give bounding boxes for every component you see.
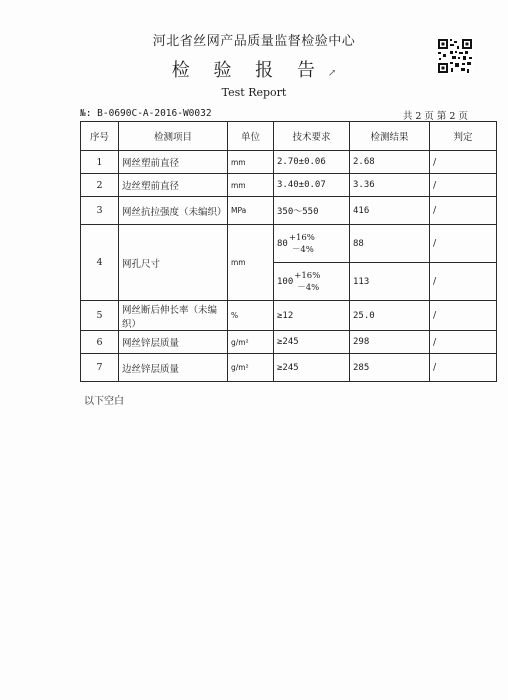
row-no: 4 <box>81 225 119 301</box>
row-requirement: 3.40±0.07 <box>274 174 350 197</box>
row-no: 7 <box>81 354 119 382</box>
row-requirement: ≥245 <box>274 354 350 382</box>
row-judgement: / <box>430 174 497 197</box>
tolerance-plus: +16% <box>288 232 315 243</box>
row-result: 88 <box>350 225 430 263</box>
report-subtitle: Test Report <box>221 86 287 99</box>
row-requirement <box>274 263 350 301</box>
row-unit: g/m² <box>228 331 274 354</box>
row-result: 25.0 <box>350 301 430 331</box>
row-requirement: 350～550 <box>274 197 350 225</box>
row-result: 113 <box>350 263 430 301</box>
header-item: 检测项目 <box>119 122 228 151</box>
tolerance-plus: +16% <box>294 270 321 281</box>
tolerance-base: 100 <box>277 276 294 287</box>
report-number: №: B-0690C-A-2016-W0032 <box>80 108 212 119</box>
row-no: 5 <box>81 301 119 331</box>
row-result: 298 <box>350 331 430 354</box>
row-item: 网孔尺寸 <box>119 225 228 301</box>
row-result: 2.68 <box>350 151 430 174</box>
row-judgement: / <box>430 225 497 263</box>
row-no: 1 <box>81 151 119 174</box>
row-item: 边丝塑前直径 <box>119 174 228 197</box>
table-row <box>81 225 497 263</box>
table-row <box>81 197 497 225</box>
report-title-text: 检 验 报 告 <box>171 60 324 81</box>
blank-below-note: 以下空白 <box>84 396 124 407</box>
tolerance-range <box>294 270 320 294</box>
row-no: 6 <box>81 331 119 354</box>
row-requirement <box>274 225 350 263</box>
row-unit: MPa <box>228 197 274 225</box>
table-row <box>81 354 497 382</box>
row-unit: g/m² <box>228 354 274 382</box>
header-judgement: 判定 <box>430 122 497 151</box>
table-row <box>81 301 497 331</box>
page-info: 共 2 页 第 2 页 <box>402 111 468 122</box>
results-table <box>80 121 497 382</box>
report-title <box>0 56 508 82</box>
row-result: 3.36 <box>350 174 430 197</box>
table-header-row <box>81 122 497 151</box>
row-requirement: ≥12 <box>274 301 350 331</box>
table-row <box>81 331 497 354</box>
table-row <box>81 151 497 174</box>
row-result: 416 <box>350 197 430 225</box>
row-result: 285 <box>350 354 430 382</box>
header-result: 检测结果 <box>350 122 430 151</box>
row-unit: % <box>228 301 274 331</box>
tolerance-base: 80 <box>277 238 288 249</box>
header-unit: 单位 <box>228 122 274 151</box>
row-judgement: / <box>430 197 497 225</box>
row-item: 网丝断后伸长率（未编织） <box>119 301 228 331</box>
row-unit: mm <box>228 174 274 197</box>
tolerance-100 <box>277 270 320 294</box>
row-requirement: 2.70±0.06 <box>274 151 350 174</box>
row-unit: mm <box>228 151 274 174</box>
organization-name: 河北省丝网产品质量监督检验中心 <box>152 34 356 49</box>
row-judgement: / <box>430 354 497 382</box>
tolerance-80 <box>277 232 315 256</box>
row-item: 边丝锌层质量 <box>119 354 228 382</box>
table-row <box>81 174 497 197</box>
row-judgement: / <box>430 263 497 301</box>
row-item: 网丝抗拉强度（未编织） <box>119 197 228 225</box>
row-unit: mm <box>228 225 274 301</box>
tolerance-minus: －4% <box>297 282 320 293</box>
row-no: 3 <box>81 197 119 225</box>
row-judgement: / <box>430 151 497 174</box>
row-judgement: / <box>430 301 497 331</box>
row-item: 网丝锌层质量 <box>119 331 228 354</box>
tolerance-range <box>289 232 315 256</box>
handwritten-mark: ↗ <box>327 68 337 79</box>
header-no: 序号 <box>81 122 119 151</box>
qr-code-icon <box>437 38 473 74</box>
tolerance-minus: －4% <box>291 244 314 255</box>
row-requirement: ≥245 <box>274 331 350 354</box>
header-requirement: 技术要求 <box>274 122 350 151</box>
row-judgement: / <box>430 331 497 354</box>
row-item: 网丝塑前直径 <box>119 151 228 174</box>
row-no: 2 <box>81 174 119 197</box>
